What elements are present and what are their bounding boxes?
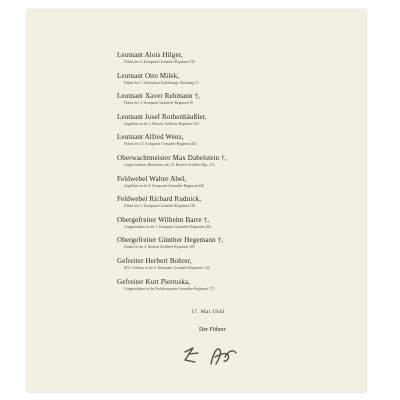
entry-name: Leutnant Xaver Rehmann †,	[117, 92, 201, 101]
entry-name: Leutnant Josef Rothenhäußler,	[117, 112, 207, 121]
award-entry	[117, 216, 362, 237]
document-date: 17. Mai 1944	[191, 309, 225, 315]
entry-detail: M.G.-Schütze in der 6. Kompanie Grenadier-Regiment 123	[124, 265, 210, 270]
entry-name: Obergefreiter Wilhelm Barre †,	[117, 215, 210, 224]
award-entry	[117, 278, 362, 299]
award-entry	[117, 51, 362, 72]
entry-detail: Zugführer in der 8. Kompanie Grenadier-Regiment 440	[124, 183, 204, 188]
award-entry	[117, 92, 362, 113]
entry-name: Leutnant Otto Milek,	[117, 71, 180, 80]
award-entry	[117, 236, 362, 257]
entry-detail: vorgeschobener Beobachter der 13. Batterie Artillerie-Rgt. 215	[124, 162, 215, 167]
entry-detail: Gruppenführer in der 1. Kompanie Grenadier-Regiment 266	[124, 224, 211, 229]
entry-detail: Führer der 6. Kompanie Grenadier-Regiment 529	[124, 60, 196, 64]
document-page	[27, 10, 366, 392]
entry-name: Gefreiter Herbert Bohrer,	[117, 256, 192, 265]
entry-detail: Funker in der 4. Batterie Artillerie-Regiment 389	[124, 245, 195, 250]
award-entry	[117, 113, 362, 134]
entry-detail: Führer der 5. Kompanie Grenadier-Regiment 182	[124, 204, 196, 209]
entry-name: Obergefreiter Günther Hegemann †,	[117, 236, 224, 245]
entry-name: Feldwebel Richard Rudnick,	[117, 195, 202, 204]
award-list	[117, 51, 362, 298]
entry-name: Leutnant Alois Hilger,	[117, 51, 183, 59]
handwritten-signature	[173, 340, 243, 370]
award-entry	[117, 195, 362, 216]
award-entry	[117, 72, 362, 93]
entry-detail: Führer der 3. Kompanie Infanterie-Regiment 30	[124, 101, 194, 106]
award-entry	[117, 133, 362, 154]
closing-title: Der Führer	[199, 327, 226, 333]
entry-detail: Gruppenführer in der Stabskompanie Grenadier-Regiment 172	[124, 286, 215, 291]
entry-name: Leutnant Alfred Wenz,	[117, 133, 184, 142]
entry-name: Oberwachtmeister Max Dabelstein †,	[117, 153, 227, 162]
entry-detail: Führer der 13. Kompanie Grenadier-Regiment 435	[124, 142, 197, 147]
award-entry	[117, 257, 362, 278]
award-entry	[117, 154, 362, 175]
entry-name: Feldwebel Walter Abel,	[117, 174, 187, 183]
entry-detail: Zugführer in der 2. Batterie Artillerie-Regiment 104	[124, 121, 199, 126]
entry-name: Gefreiter Kurt Pietruska,	[117, 277, 191, 286]
award-entry	[117, 175, 362, 196]
entry-detail: Führer der 1. Schwadron Aufklärungs-Abteilung 15	[124, 80, 199, 85]
